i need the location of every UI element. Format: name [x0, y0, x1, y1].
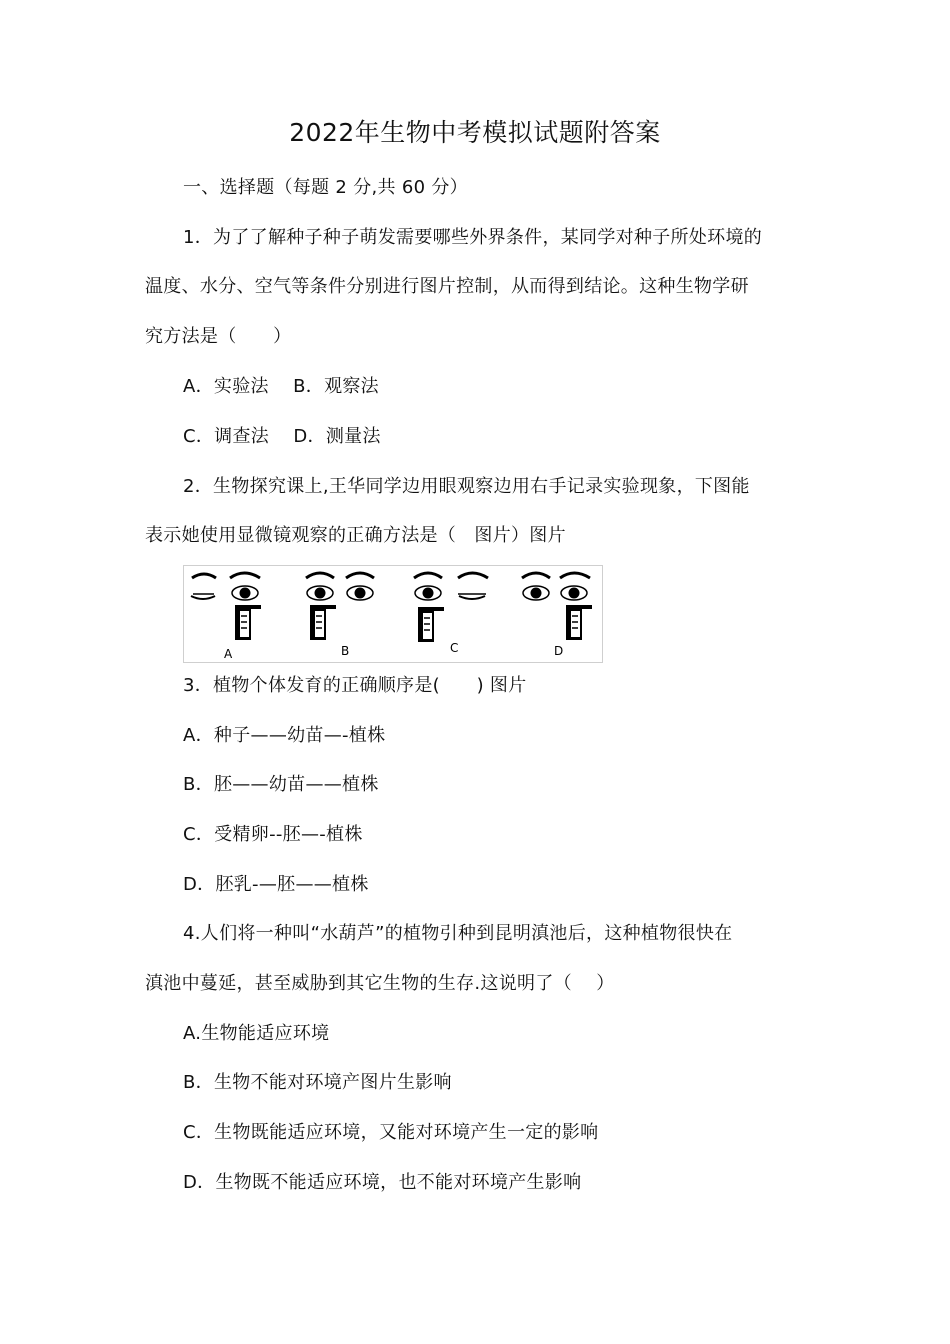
q4-stem-line-1: 4.人们将一种叫“水葫芦”的植物引种到昆明滇池后，这种植物很快在	[183, 923, 733, 944]
q1-options-line-2: C．调查法 D．测量法	[183, 426, 381, 447]
figure-label-a: A	[224, 647, 233, 661]
q1-options-line-1: A．实验法 B．观察法	[183, 376, 379, 397]
microscope-eyes-figure	[183, 565, 603, 663]
figure-label-c: C	[450, 641, 459, 655]
page-title: 2022年生物中考模拟试题附答案	[289, 118, 661, 147]
q3-option-d: D．胚乳-—胚——植株	[183, 874, 369, 895]
q1-stem-line-1: 1．为了了解种子种子萌发需要哪些外界条件，某同学对种子所处环境的	[183, 227, 763, 248]
q3-option-c: C．受精卵--胚—-植株	[183, 824, 363, 845]
figure-label-d: D	[554, 644, 564, 658]
section-heading: 一、选择题（每题 2 分,共 60 分）	[183, 177, 468, 198]
figure-panel-a	[191, 573, 261, 640]
q4-option-c: C．生物既能适应环境，又能对环境产生一定的影响	[183, 1122, 599, 1143]
q3-option-b: B．胚——幼苗——植株	[183, 774, 379, 795]
q4-option-d: D．生物既不能适应环境，也不能对环境产生影响	[183, 1172, 582, 1193]
figure-panel-c	[414, 573, 488, 642]
figure-panel-b	[306, 573, 374, 640]
q1-stem-line-2: 温度、水分、空气等条件分别进行图片控制，从而得到结论。这种生物学研	[145, 276, 749, 297]
figure-label-b: B	[341, 644, 350, 658]
q3-stem-line-1: 3．植物个体发育的正确顺序是( ) 图片	[183, 675, 527, 696]
q4-option-a: A.生物能适应环境	[183, 1023, 330, 1044]
q4-option-b: B．生物不能对环境产图片生影响	[183, 1072, 452, 1093]
q2-stem-line-2: 表示她使用显微镜观察的正确方法是（ 图片）图片	[145, 525, 566, 546]
q2-stem-line-1: 2．生物探究课上,王华同学边用眼观察边用右手记录实验现象，下图能	[183, 476, 750, 497]
q4-stem-line-2: 滇池中蔓延，甚至威胁到其它生物的生存.这说明了（ ）	[145, 973, 615, 994]
figure-panel-d	[522, 573, 592, 640]
q3-option-a: A．种子——幼苗—-植株	[183, 725, 386, 746]
q1-stem-line-3: 究方法是（ ）	[145, 326, 292, 347]
